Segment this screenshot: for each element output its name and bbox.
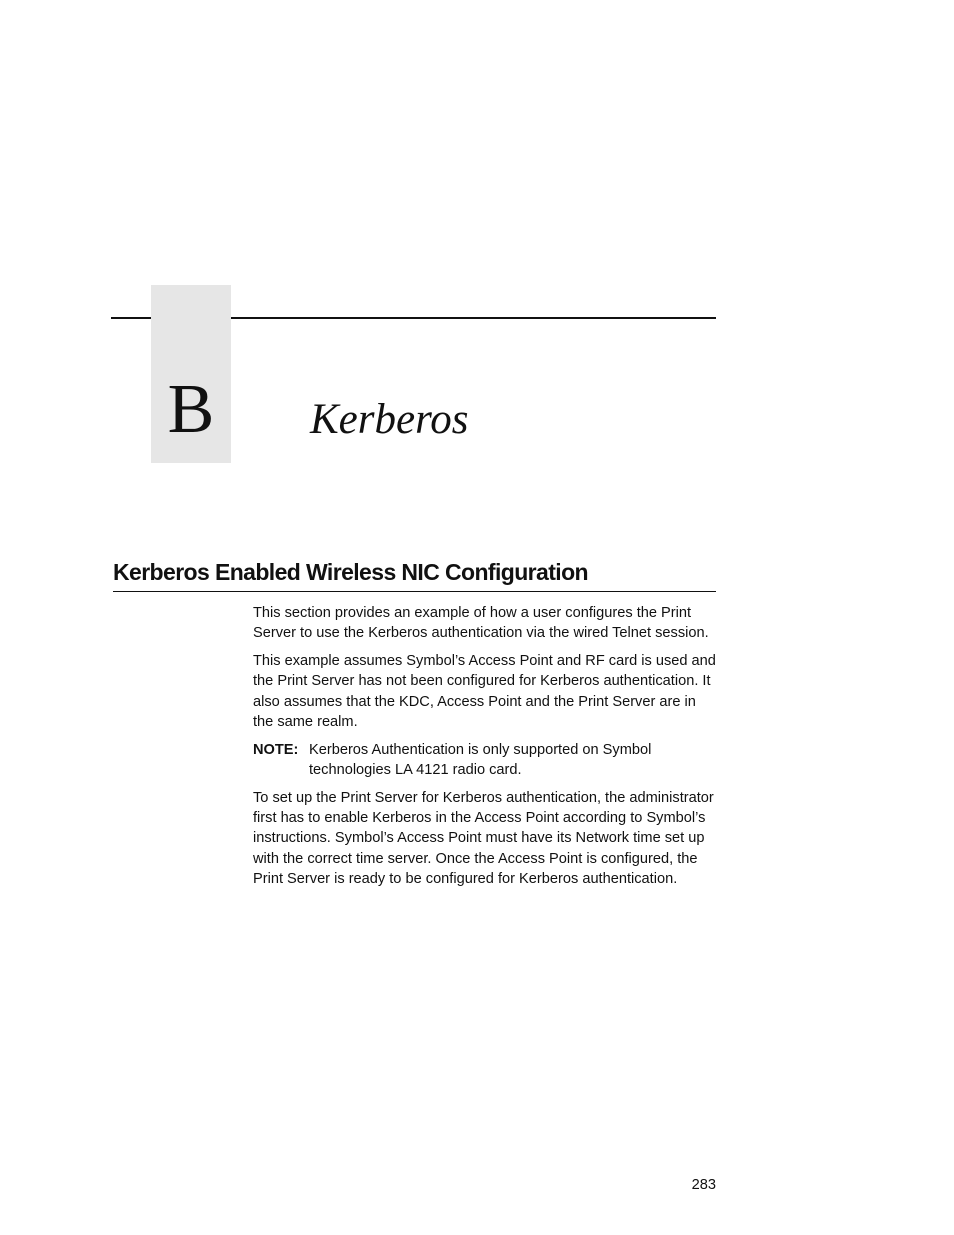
paragraph-setup: To set up the Print Server for Kerberos authentication, the administrator first has to enable Kerberos in the Access Point according to Symbol’s instructions. Symbol’s Access Point must have its Network time set up with the correct time server. Once the Access Point is configured, the Print Server is ready to be configured for Kerberos authentication.: [253, 789, 714, 888]
section-heading: Kerberos Enabled Wireless NIC Configuration: [113, 559, 588, 585]
page-number: 283: [691, 1177, 716, 1193]
paragraph-assumptions: This example assumes Symbol’s Access Point and RF card is used and the Print Server has not been configured for Kerberos authentication. It also assumes that the KDC, Access Point and the Print Server are in the same realm.: [253, 653, 716, 730]
note-label: NOTE:: [253, 741, 299, 758]
chapter-letter: B: [167, 371, 215, 448]
section-body: [253, 603, 718, 897]
chapter-title: Kerberos: [310, 396, 469, 443]
chapter-rule-right: [231, 317, 716, 319]
section-rule: [113, 591, 716, 592]
paragraph-intro: This section provides an example of how a user configures the Print Server to use the Kerberos authentication via the wired Telnet session.: [253, 605, 709, 642]
note-block: [253, 740, 718, 781]
chapter-rule-left: [111, 317, 151, 319]
note-text: Kerberos Authentication is only supported on Symbol technologies LA 4121 radio card.: [309, 741, 652, 779]
